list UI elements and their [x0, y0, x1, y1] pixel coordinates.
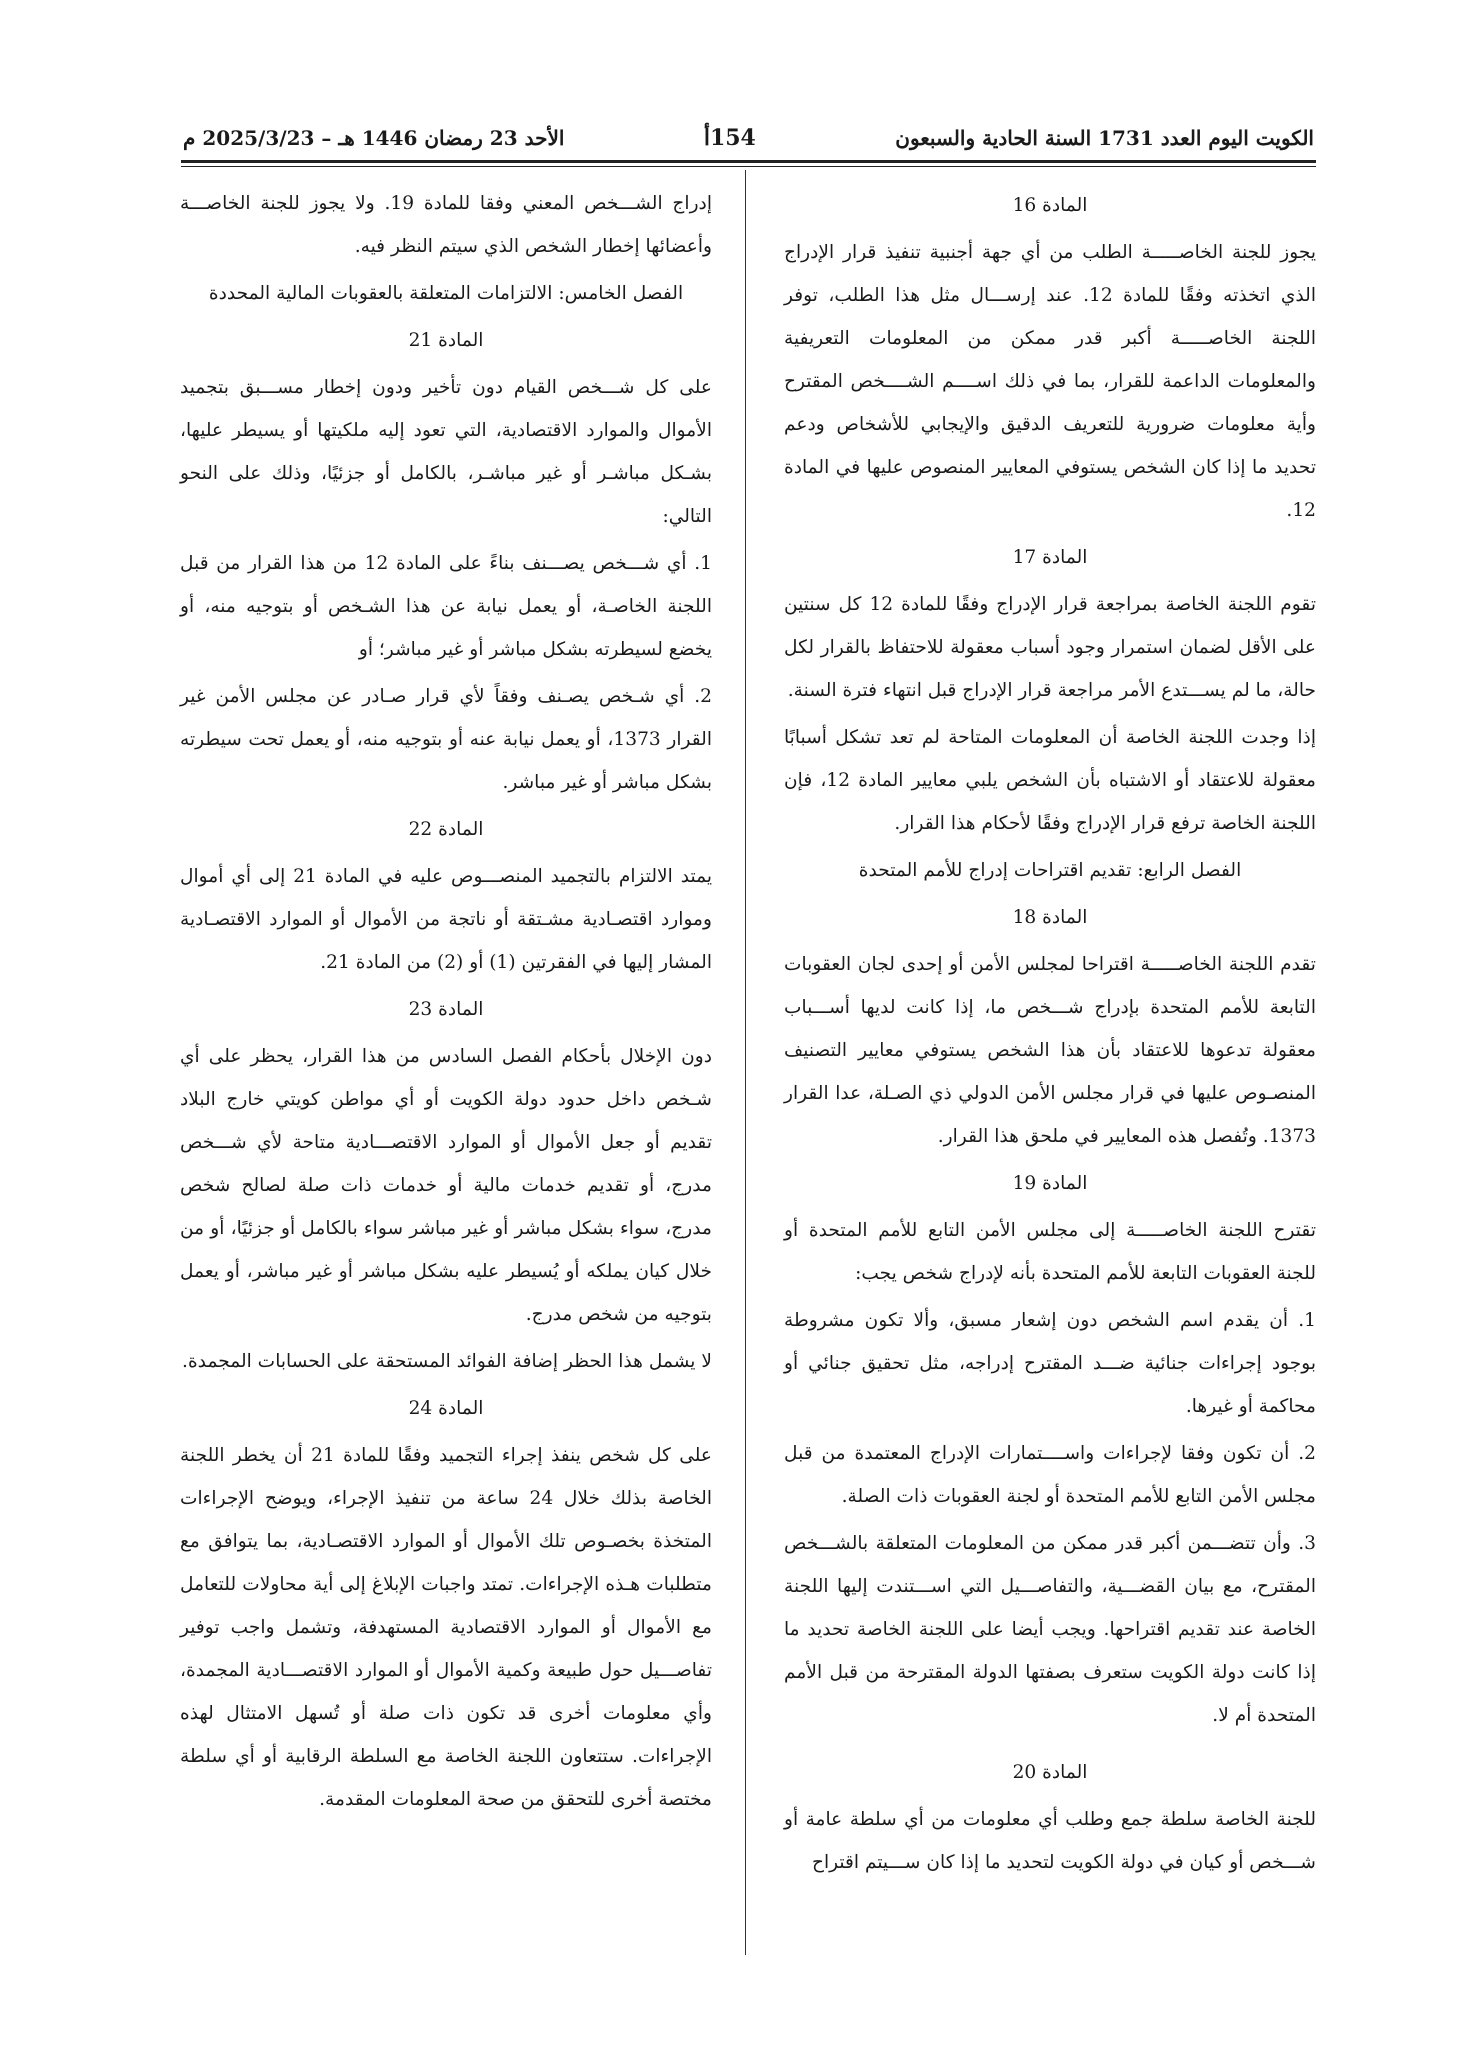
article-21-text: على كل شـــخص القيام دون تأخير ودون إخطار مســـبق بتجميد الأموال والموارد الاقتصادية، التي تعود إليه ملكيتها أو يسيطر عليها، بشـكل مباشـر أو غير مباشـر، بالكامل أو جزئيًا، وذلك على النحو التالي: [180, 377, 712, 527]
article-20-continuation: إدراج الشـــخص المعني وفقا للمادة 19. ولا يجوز للجنة الخاصـــة وأعضائها إخطار الشخص الذي سيتم النظر فيه. [180, 193, 712, 257]
article-22-title: المادة 22 [408, 819, 484, 840]
right-column [784, 182, 1316, 1888]
article-17-text-1: تقوم اللجنة الخاصة بمراجعة قرار الإدراج وفقًا للمادة 12 كل سنتين على الأقل لضمان استمرار وجود أسباب معقولة للاحتفاظ بالقرار لكل حالة، ما لم يســـتدع الأمر مراجعة قرار الإدراج قبل انتهاء فترة السنة. [784, 594, 1316, 701]
header-rule-thin [181, 166, 1316, 167]
article-22-text: يمتد الالتزام بالتجميد المنصـــوص عليه في المادة 21 إلى أي أموال وموارد اقتصـادية مشـتقة أو ناتجة من الأموال أو الموارد الاقتصـادية المشار إليها في الفقرتين (1) أو (2) من المادة 21. [180, 866, 713, 973]
article-18-text: تقدم اللجنة الخاصـــــة اقتراحا لمجلس الأمن أو إحدى لجان العقوبات التابعة للأمم المتحدة بإدراج شـــخص ما، إذا كانت لديها أســـباب معقولة تدعوها للاعتقاد بأن هذا الشخص يستوفي معايير التصنيف المنصـوص عليها في قرار مجلس الأمن الدولي ذي الصـلة، عدا القرار 1373. وتُفصل هذه المعايير في ملحق هذا القرار. [784, 954, 1316, 1147]
article-19-item-3: 3. وأن تتضـــمن أكبر قدر ممكن من المعلومات المتعلقة بالشـــخص المقترح، مع بيان القضـــية، والتفاصـــيل التي اســـتندت إليها اللجنة الخاصة عند تقديم اقتراحها. ويجب أيضا على اللجنة الخاصة تحديد ما إذا كانت دولة الكويت ستعرف بصفتها الدولة المقترحة من قبل الأمم المتحدة أم لا. [784, 1533, 1317, 1726]
chapter-4-title: الفصل الرابع: تقديم اقتراحات إدراج للأمم المتحدة [858, 860, 1242, 881]
article-21-title: المادة 21 [408, 330, 484, 351]
article-20-title: المادة 20 [1012, 1762, 1088, 1783]
article-21-item-1: 1. أي شـــخص يصـــنف بناءً على المادة 12 من هذا القرار من قبل اللجنة الخاصـة، أو يعمل نيابة عن هذا الشـخص أو بتوجيه منه، أو يخضع لسيطرته بشكل مباشر أو غير مباشر؛ أو [180, 553, 712, 660]
chapter-5-title: الفصل الخامس: الالتزامات المتعلقة بالعقوبات المالية المحددة [208, 283, 684, 304]
article-18-title: المادة 18 [1012, 907, 1088, 928]
left-column [180, 182, 712, 1825]
article-24-title: المادة 24 [408, 1398, 484, 1419]
article-16-title: المادة 16 [1012, 195, 1088, 216]
header-rule-thick [181, 160, 1316, 163]
article-19-item-1: 1. أن يقدم اسم الشخص دون إشعار مسبق، وألا تكون مشروطة بوجود إجراءات جنائية ضـــد المقترح إدراجه، مثل تحقيق جنائي أو محاكمة أو غيرها. [784, 1310, 1316, 1417]
article-23-text-1: دون الإخلال بأحكام الفصل السادس من هذا القرار، يحظر على أي شـخص داخل حدود دولة الكويت أو أي مواطن كويتي خارج البلاد تقديم أو جعل الأموال أو الموارد الاقتصـــادية متاحة لأي شـــخص مدرج، أو تقديم خدمات مالية أو خدمات ذات صلة لصالح شخص مدرج، سواء بشكل مباشر أو غير مباشر سواء بالكامل أو جزئيًا، أو من خلال كيان يملكه أو يُسيطر عليه بشكل مباشر أو غير مباشر، أو يعمل بتوجيه من شخص مدرج. [180, 1046, 712, 1325]
article-17-text-2: إذا وجدت اللجنة الخاصة أن المعلومات المتاحة لم تعد تشكل أسبابًا معقولة للاعتقاد أو الاشتباه بأن الشخص يلبي معايير المادة 12، فإن اللجنة الخاصة ترفع قرار الإدراج وفقًا لأحكام هذا القرار. [784, 727, 1316, 834]
article-20-text: للجنة الخاصة سلطة جمع وطلب أي معلومات من أي سلطة عامة أو شـــخص أو كيان في دولة الكويت لتحديد ما إذا كان ســـيتم اقتراح [784, 1809, 1316, 1873]
article-19-title: المادة 19 [1012, 1173, 1088, 1194]
article-19-item-2: 2. أن تكون وفقا لإجراءات واســــتمارات الإدراج المعتمدة من قبل مجلس الأمن التابع للأمم المتحدة أو لجنة العقوبات ذات الصلة. [784, 1443, 1316, 1507]
article-24-text: على كل شخص ينفذ إجراء التجميد وفقًا للمادة 21 أن يخطر اللجنة الخاصة بذلك خلال 24 ساعة من تنفيذ الإجراء، ويوضح الإجراءات المتخذة بخصـوص تلك الأموال أو الموارد الاقتصـادية، بما يتوافق مع متطلبات هـذه الإجراءات. تمتد واجبات الإبلاغ إلى أية محاولات للتعامل مع الأموال أو الموارد الاقتصادية المستهدفة، وتشمل واجب توفير تفاصـــيل حول طبيعة وكمية الأموال أو الموارد الاقتصـــادية المجمدة، وأي معلومات أخرى قد تكون ذات صلة أو تُسهل الامتثال لهذه الإجراءات. ستتعاون اللجنة الخاصة مع السلطة الرقابية أو أي سلطة مختصة أخرى للتحقق من صحة المعلومات المقدمة. [180, 1445, 712, 1810]
header-page-number: 154أ [703, 125, 756, 151]
header-date: الأحد 23 رمضان 1446 هـ – 2025/3/23 م [183, 126, 565, 150]
article-21-item-2: 2. أي شـخص يصـنف وفقاً لأي قرار صـادر عن مجلس الأمن غير القرار 1373، أو يعمل نيابة عنه أو بتوجيه منه، أو يعمل تحت سيطرته بشكل مباشر أو غير مباشر. [180, 686, 712, 793]
article-16-text: يجوز للجنة الخاصـــــة الطلب من أي جهة أجنبية تنفيذ قرار الإدراج الذي اتخذته وفقًا للمادة 12. عند إرســـال مثل هذا الطلب، توفر اللجنة الخاصـــــة أكبر قدر ممكن من المعلومات التعريفية والمعلومات الداعمة للقرار، بما في ذلك اســــم الشــــخص المقترح وأية معلومات ضرورية للتعريف الدقيق والإيجابي للأشخاص ودعم تحديد ما إذا كان الشخص يستوفي المعايير المنصوص عليها في المادة 12. [784, 242, 1316, 521]
article-23-title: المادة 23 [408, 999, 484, 1020]
header-issue-info: الكويت اليوم العدد 1731 السنة الحادية والسبعون [895, 126, 1314, 150]
article-19-intro: تقترح اللجنة الخاصـــــة إلى مجلس الأمن التابع للأمم المتحدة أو للجنة العقوبات التابعة للأمم المتحدة بأنه لإدراج شخص يجب: [784, 1220, 1316, 1284]
page-header [183, 118, 1314, 158]
article-23-text-2: لا يشمل هذا الحظر إضافة الفوائد المستحقة على الحسابات المجمدة. [182, 1351, 712, 1372]
column-divider [745, 170, 746, 1955]
article-17-title: المادة 17 [1012, 547, 1088, 568]
